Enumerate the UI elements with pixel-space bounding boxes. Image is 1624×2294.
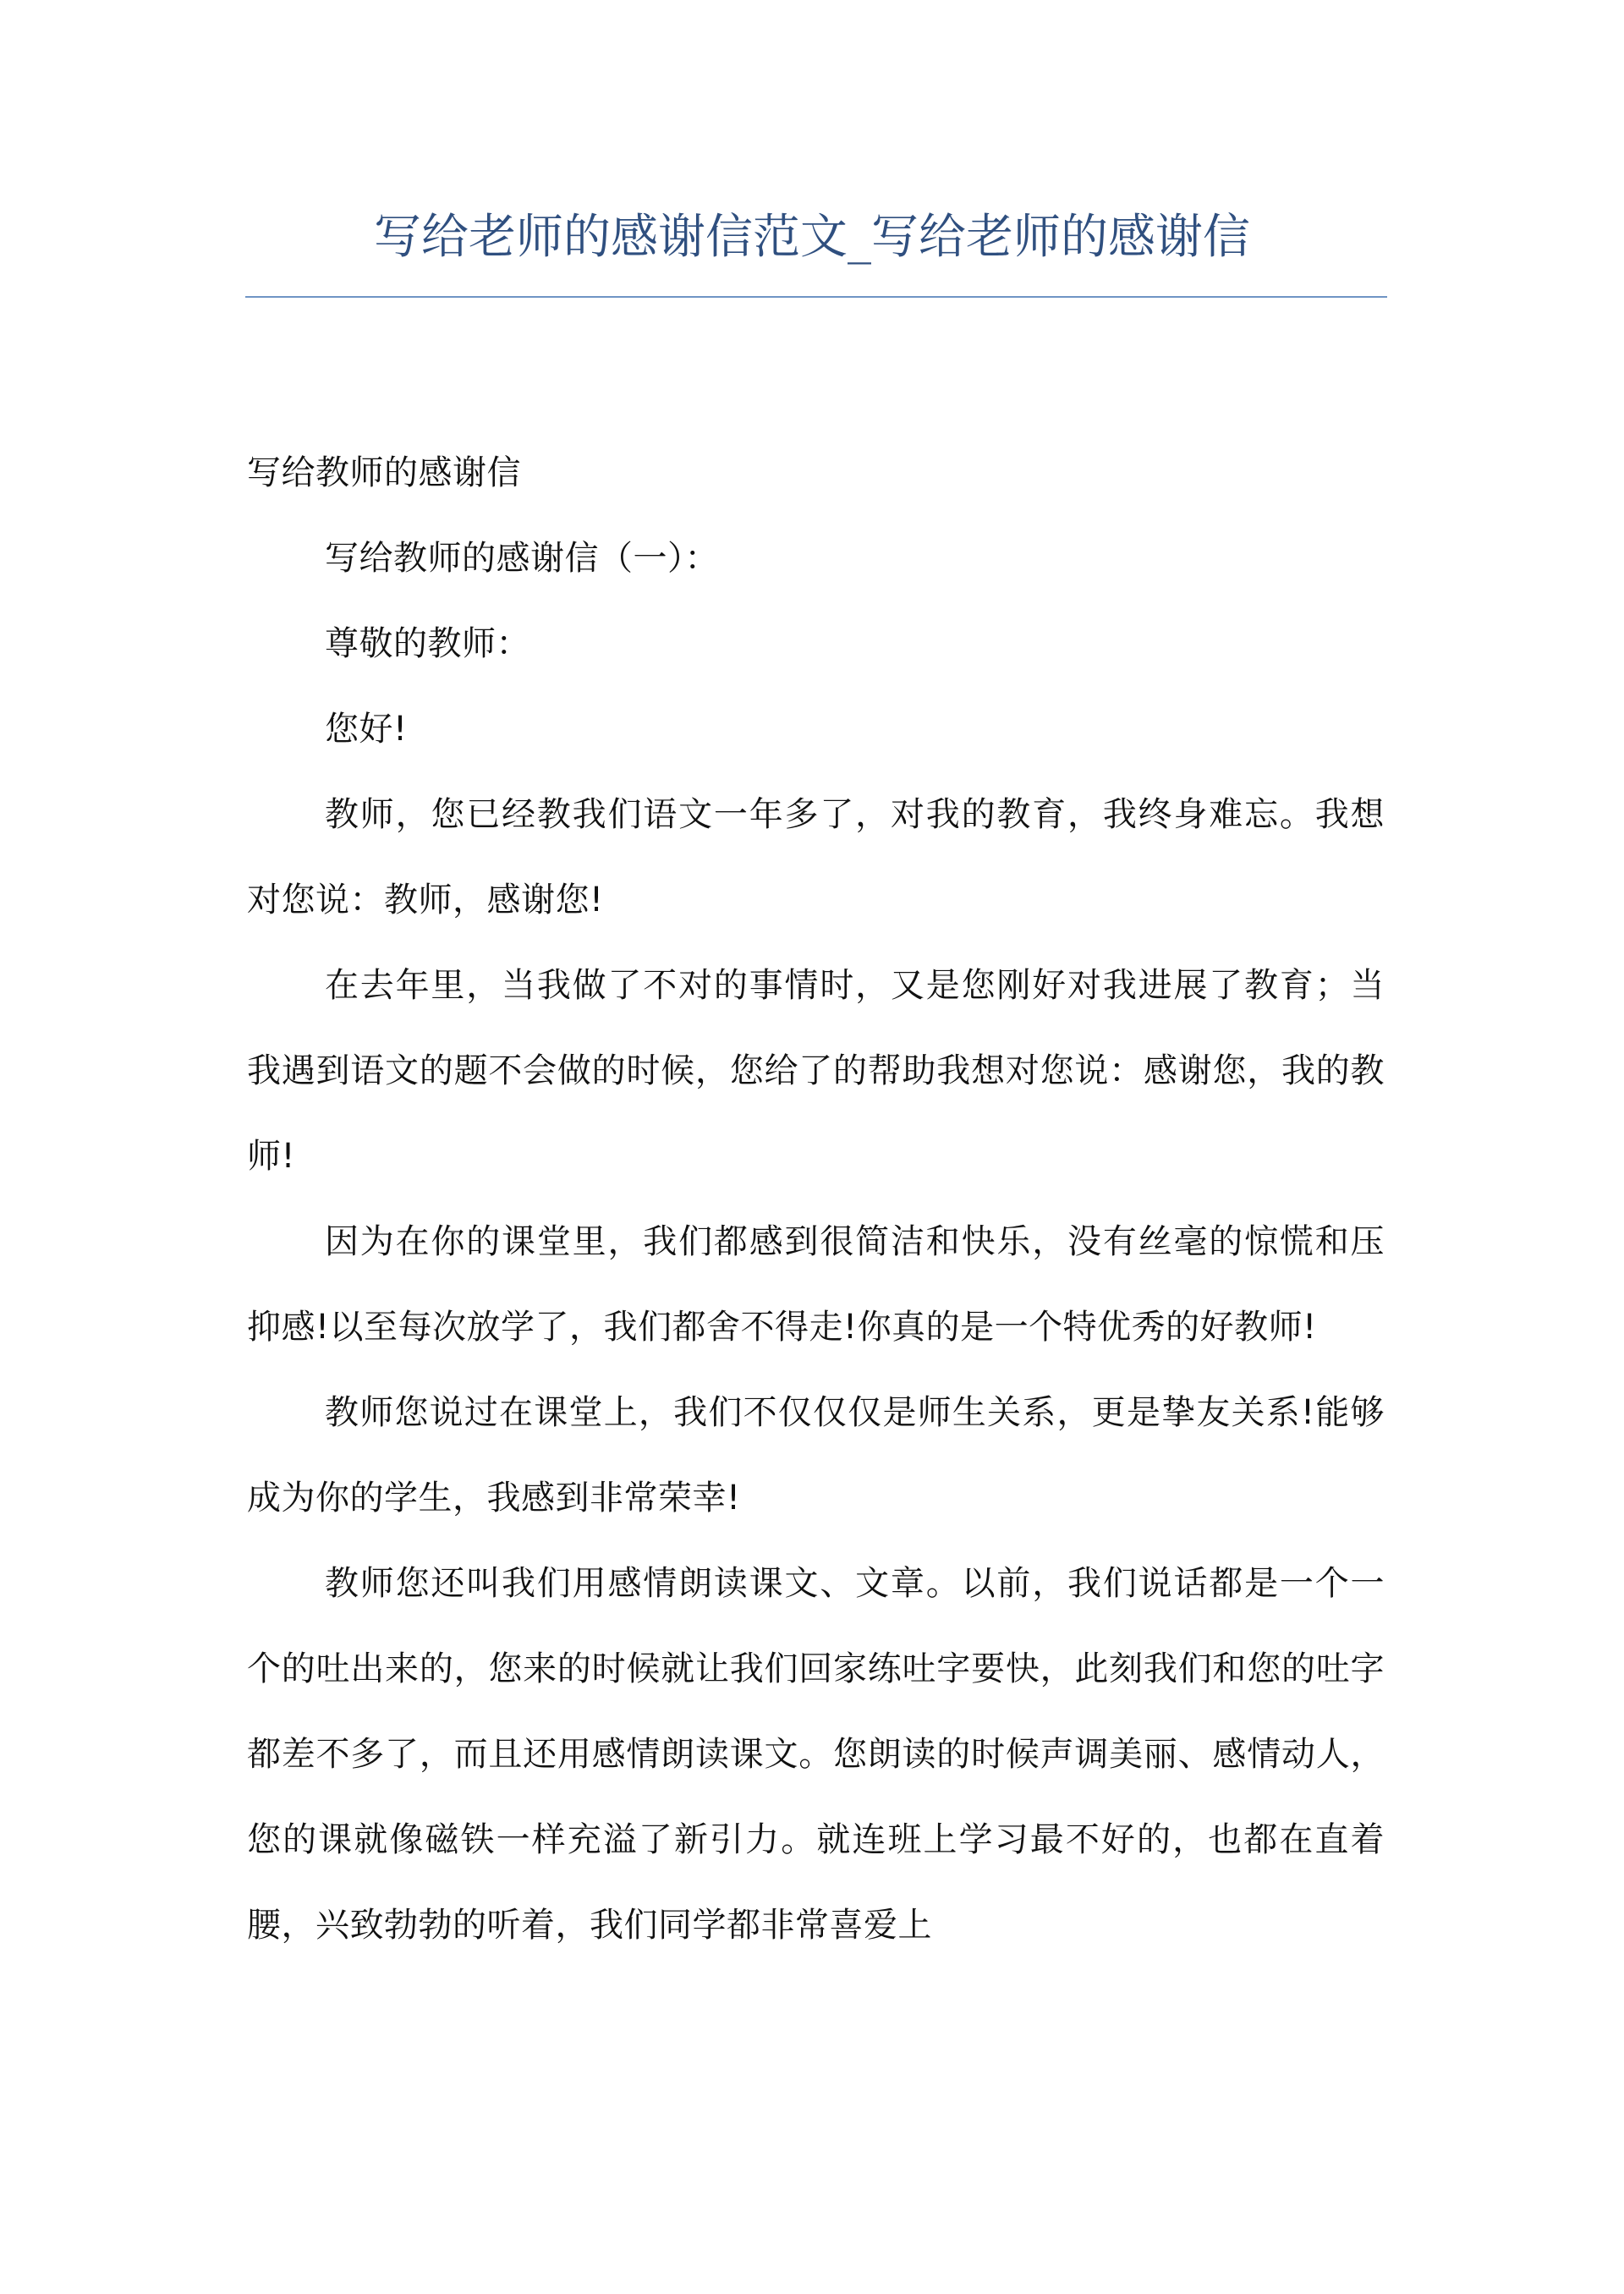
paragraph: 教师您还叫我们用感情朗读课文、文章。以前，我们说话都是一个一个的吐出来的，您来的时候就让我们回家练吐字要快，此刻我们和您的吐字都差不多了，而且还用感情朗读课文。您朗读的时候声调美丽、感情动人，您的课就像磁铁一样充溢了新引力。就连班上学习最不好的，也都在直着腰，兴致勃勃的听着，我们同学都非常喜爱上 — [247, 1564, 1385, 1945]
title-underline — [245, 296, 1387, 298]
paragraph: 教师您说过在课堂上，我们不仅仅仅是师生关系，更是挚友关系!能够成为你的学生，我感到非常荣幸! — [247, 1393, 1385, 1517]
paragraph: 写给教师的感谢信（一）： — [325, 539, 719, 578]
paragraph: 教师，您已经教我们语文一年多了，对我的教育，我终身难忘。我想对您说：教师，感谢您! — [247, 795, 1385, 919]
document-title: 写给老师的感谢信范文_写给老师的感谢信 — [374, 210, 1250, 265]
paragraph: 在去年里，当我做了不对的事情时，又是您刚好对我进展了教育；当我遇到语文的题不会做的时候，您给了的帮助我想对您说：感谢您，我的教师! — [247, 966, 1385, 1176]
paragraph: 您好! — [325, 710, 408, 749]
document-body — [247, 431, 1385, 1968]
section-heading: 写给教师的感谢信 — [247, 453, 521, 492]
paragraph: 尊敬的教师： — [325, 624, 530, 663]
paragraph: 因为在你的课堂里，我们都感到很简洁和快乐，没有丝毫的惊慌和压抑感!以至每次放学了，我们都舍不得走!你真的是一个特优秀的好教师! — [247, 1222, 1385, 1347]
